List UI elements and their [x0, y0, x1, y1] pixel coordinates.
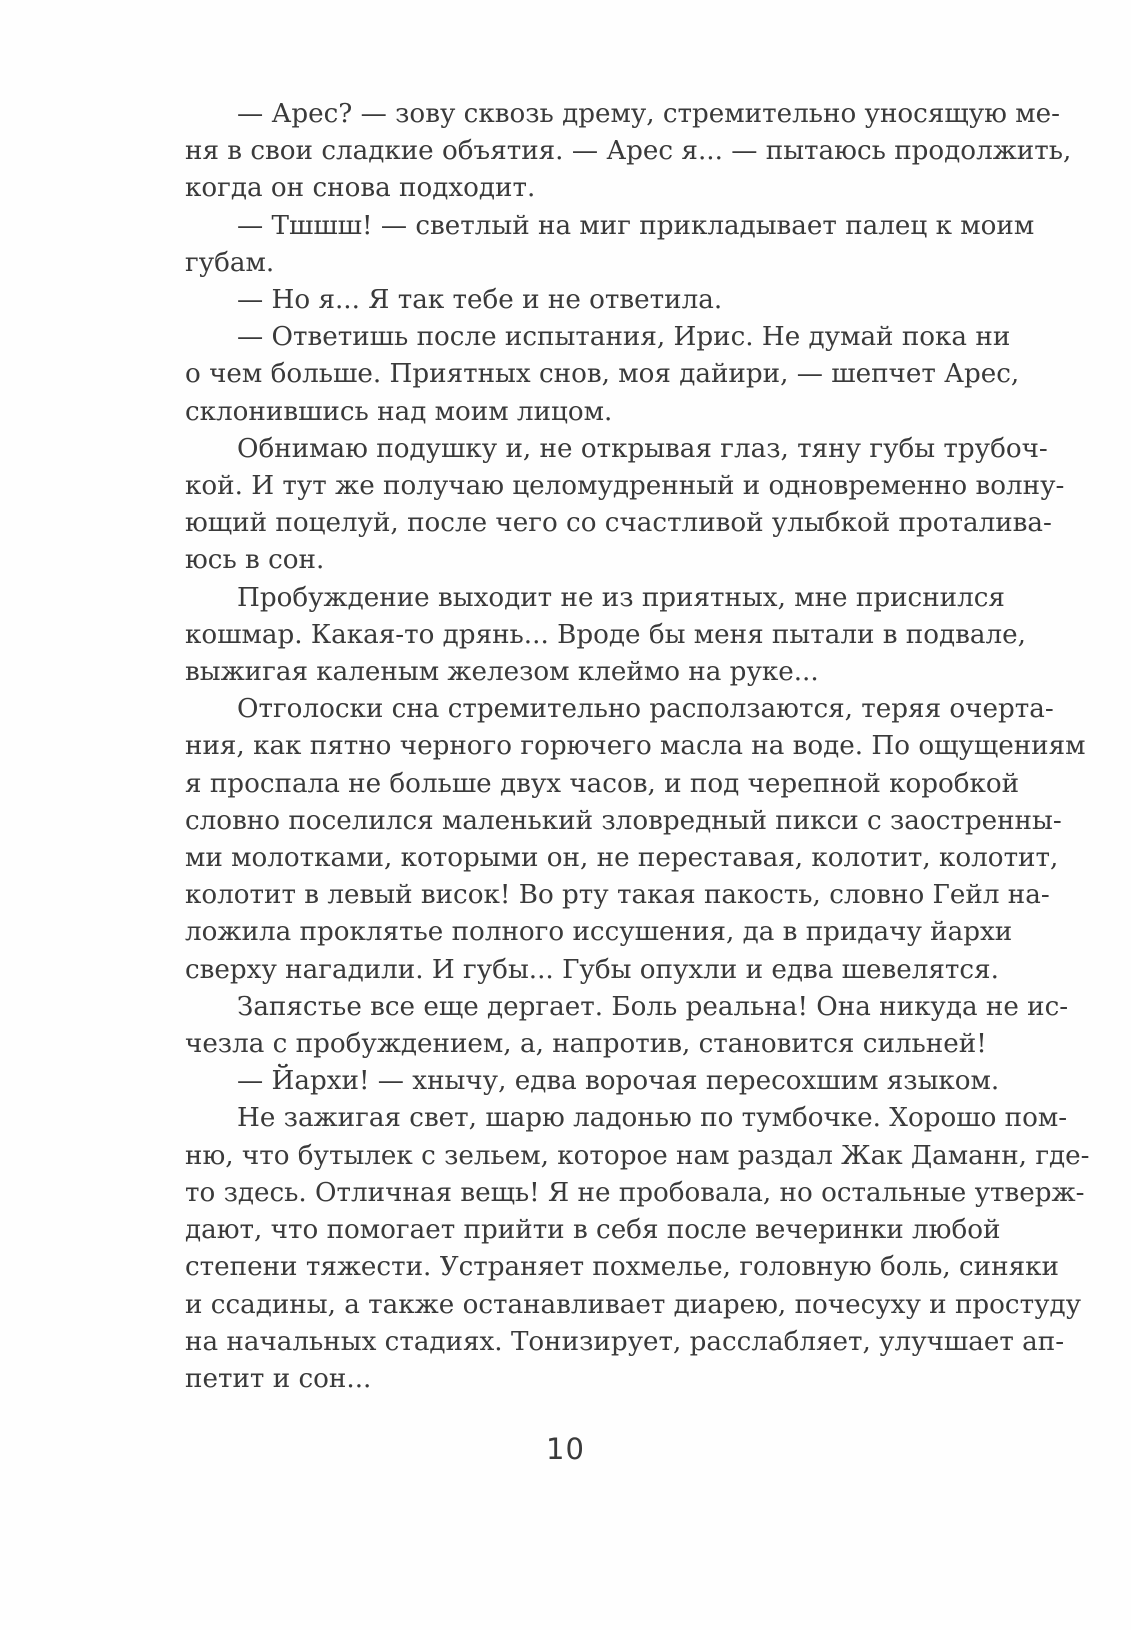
text-line: я проспала не больше двух часов, и под черепной коробкой [185, 768, 1020, 799]
text-line: ложила проклятье полного иссушения, да в придачу йархи [185, 917, 1013, 948]
paragraph [185, 1063, 1000, 1100]
text-line: кой. И тут же получаю целомудренный и одновременно волну- [185, 471, 1065, 502]
paragraph [185, 282, 949, 319]
text-line: ня в свои сладкие объятия. — Арес я... — пытаюсь продолжить, [185, 136, 1072, 167]
paragraph [185, 96, 1072, 208]
text-line: сверху нагадили. И губы... Губы опухли и едва шевелятся. [185, 954, 999, 985]
text-line: колотит в левый висок! Во рту такая пакость, словно Гейл на- [185, 880, 1050, 911]
text-line: Запястье все еще дергает. Боль реальна! Она никуда не ис- [237, 991, 1069, 1022]
text-line: о чем больше. Приятных снов, моя дайири, — шепчет Арес, [185, 359, 1020, 390]
text-line: ния, как пятно черного горючего масла на воде. По ощущениям [185, 731, 1086, 762]
text-line: — Йархи! — хнычу, едва ворочая пересохшим языком. [237, 1066, 1000, 1097]
paragraph [185, 319, 1020, 431]
text-line: ющий поцелуй, после чего со счастливой улыбкой проталива- [185, 508, 1052, 539]
text-line: Обнимаю подушку и, не открывая глаз, тяну губы трубоч- [237, 433, 1048, 464]
text-line: — Тшшш! — светлый на миг прикладывает палец к моим [237, 210, 1035, 241]
text-line: то здесь. Отличная вещь! Я не пробовала, но остальные утверж- [185, 1177, 1085, 1208]
text-line: чезла с пробуждением, а, напротив, становится сильней! [185, 1029, 987, 1060]
text-line: дают, что помогает прийти в себя после вечеринки любой [185, 1215, 1001, 1246]
text-line: степени тяжести. Устраняет похмелье, головную боль, синяки [185, 1252, 1059, 1283]
text-line: юсь в сон. [185, 545, 325, 576]
text-line: Пробуждение выходит не из приятных, мне приснился [237, 582, 1005, 613]
paragraph [185, 580, 1026, 692]
text-line: когда он снова подходит. [185, 173, 536, 204]
text-line: ми молотками, которыми он, не переставая, колотит, колотит, [185, 843, 1059, 874]
paragraph [185, 431, 1065, 580]
body-text [185, 96, 1090, 1398]
text-line: кошмар. Какая-то дрянь... Вроде бы меня пытали в подвале, [185, 619, 1026, 650]
page-number: 10 [546, 1432, 585, 1466]
text-line: выжигая каленым железом клеймо на руке... [185, 657, 819, 688]
text-line: ню, что бутылек с зельем, которое нам раздал Жак Даманн, где- [185, 1140, 1090, 1171]
text-line: и ссадины, а также останавливает диарею, почесуху и простуду [185, 1289, 1082, 1320]
paragraph [185, 208, 1035, 282]
text-line: склонившись над моим лицом. [185, 396, 613, 427]
text-line: губам. [185, 247, 275, 278]
text-line: на начальных стадиях. Тонизирует, расслабляет, улучшает ап- [185, 1326, 1065, 1357]
paragraph [185, 989, 1069, 1063]
text-line: — Но я... Я так тебе и не ответила. [237, 285, 723, 316]
text-line: Не зажигая свет, шарю ладонью по тумбочке. Хорошо пом- [237, 1103, 1068, 1134]
paragraph [185, 691, 1086, 989]
text-line: петит и сон... [185, 1363, 372, 1394]
paragraph [185, 1100, 1090, 1398]
text-line: словно поселился маленький зловредный пикси с заостренны- [185, 805, 1062, 836]
text-line: — Арес? — зову сквозь дрему, стремительно уносящую ме- [237, 99, 1060, 129]
text-line: — Ответишь после испытания, Ирис. Не думай пока ни [237, 322, 1011, 353]
text-line: Отголоски сна стремительно расползаются, теряя очерта- [237, 694, 1054, 725]
